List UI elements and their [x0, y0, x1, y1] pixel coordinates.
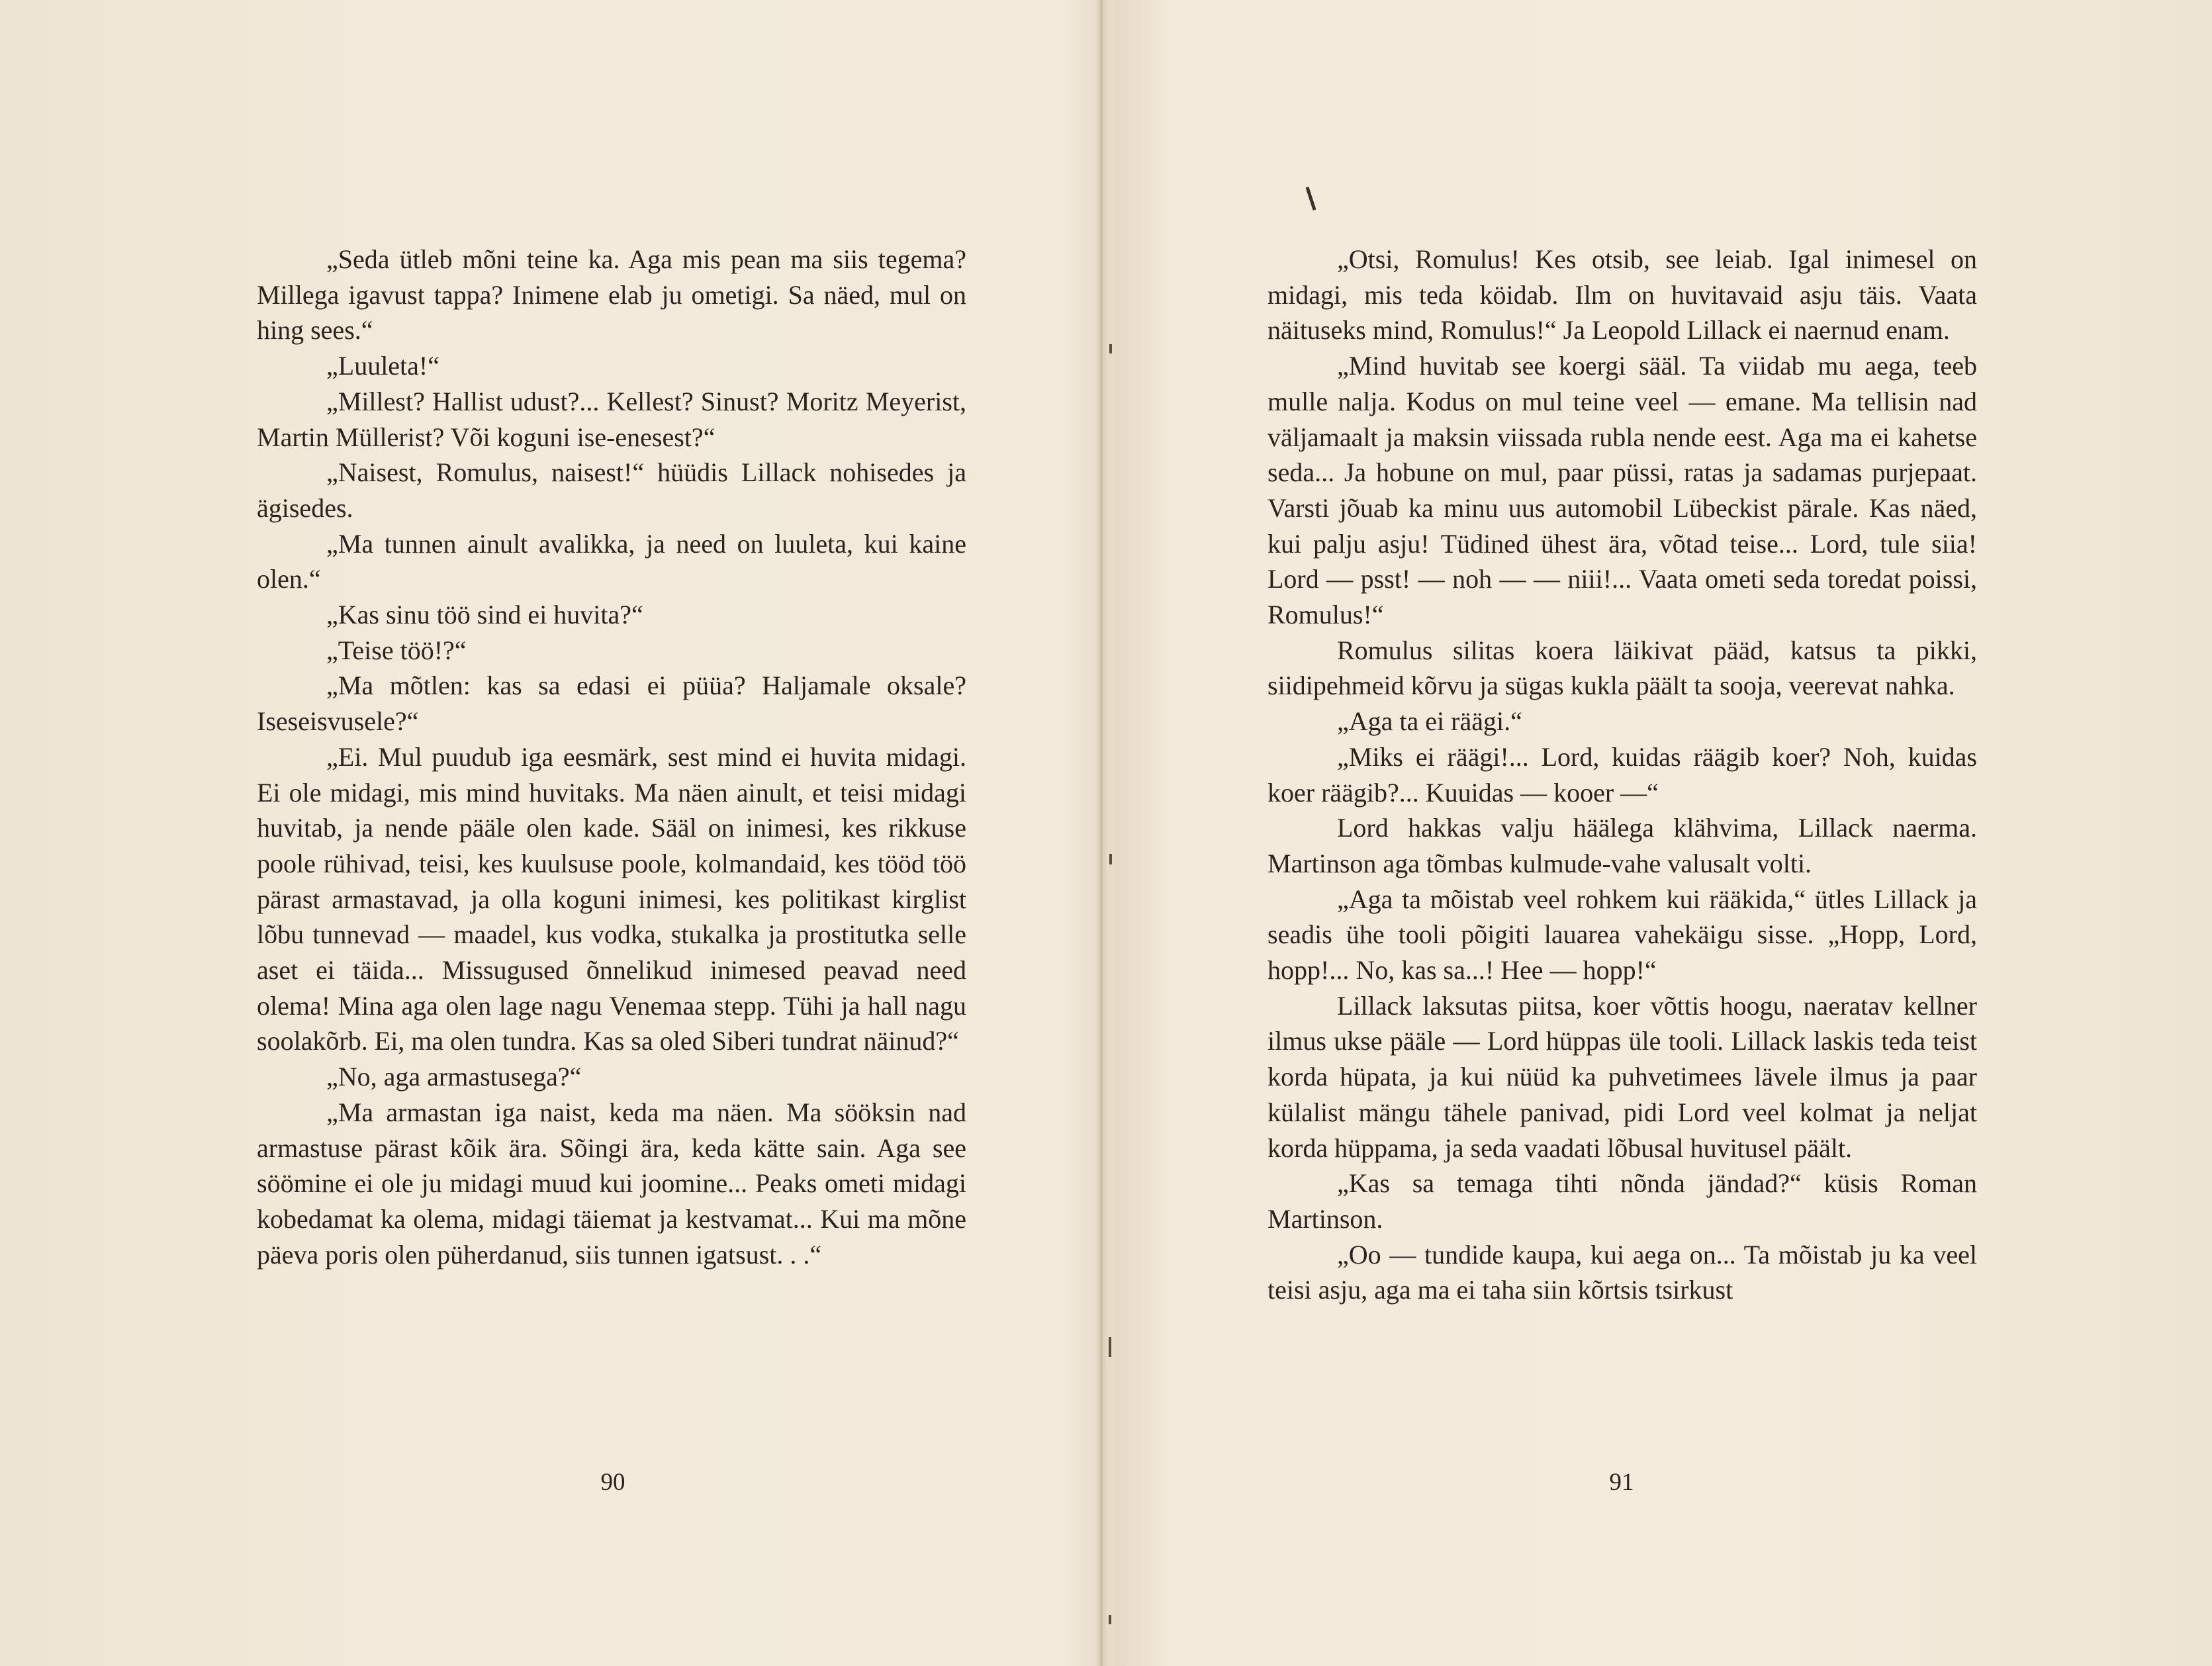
paragraph: „Naisest, Romulus, naisest!“ hüüdis Lillack nohisedes ja ägisedes.	[257, 457, 966, 523]
paper-edge-mark	[1109, 1615, 1111, 1624]
paragraph: Romulus silitas koera läikivat pääd, katsus ta pikki, siidipehmeid kõrvu ja sügas kukla päält ta sooja, veerevat nahka.	[1267, 635, 1977, 701]
paragraph: „Oo — tundide kaupa, kui aega on... Ta mõistab ju ka veel teisi asju, aga ma ei taha siin kõrtsis tsirkust	[1267, 1239, 1977, 1305]
right-page-text	[1267, 242, 1977, 1308]
paper-edge-mark	[1109, 344, 1112, 353]
paragraph: Lillack laksutas piitsa, koer võttis hoogu, naeratav kellner ilmus ukse pääle — Lord hüppas üle tooli. Lillack laskis teda teist korda hüpata, ja kui nüüd ka puhvetimees lävele ilmus ja paar külalist mängu tähele panivad, pidi Lord veel kolmat ja neljat korda hüppama, ja seda vaadati lõbusal huvitusel päält.	[1267, 990, 1977, 1163]
paragraph: „Ma mõtlen: kas sa edasi ei püüa? Haljamale oksale? Iseseisvusele?“	[257, 671, 966, 737]
paragraph: „Millest? Hallist udust?... Kellest? Sinust? Moritz Meyerist, Martin Müllerist? Või koguni ise-enesest?“	[257, 386, 966, 452]
paragraph: Lord hakkas valju häälega klähvima, Lillack naerma. Martinson aga tõmbas kulmude-vahe valusalt volti.	[1267, 813, 1977, 878]
paper-edge-mark	[1109, 1337, 1111, 1357]
page-number: 91	[1609, 1469, 1634, 1496]
ink-mark	[1306, 187, 1316, 210]
paragraph: „Ma tunnen ainult avalikka, ja need on luuleta, kui kaine olen.“	[257, 528, 966, 594]
paragraph: „Mind huvitab see koergi sääl. Ta viidab mu aega, teeb mulle nalja. Kodus on mul teine veel — emane. Ma tellisin nad väljamaalt ja maksin viissada rubla nende eest. Aga ma ei kahetse seda... Ja hobune on mul, paar püssi, ratas ja sadamas purjepaat. Varsti jõuab ka minu uus automobil Lübeckist pärale. Kas näed, kui palju asju! Tüdined ühest ära, võtad teise... Lord, tule siia! Lord — psst! — noh — — niii!... Vaata ometi seda toredat poissi, Romulus!“	[1267, 351, 1977, 630]
paragraph: „Seda ütleb mõni teine ka. Aga mis pean ma siis tegema? Millega igavust tappa? Inimene elab ju ometigi. Sa näed, mul on hing sees.“	[257, 244, 966, 346]
paragraph: „Kas sa temaga tihti nõnda jändad?“ küsis Roman Martinson.	[1267, 1168, 1977, 1234]
paragraph: „Aga ta mõistab veel rohkem kui rääkida,“ ütles Lillack ja seadis ühe tooli põigiti lauarea vahekäigu sisse. „Hopp, Lord, hopp!... No, kas sa...! Hee — hopp!“	[1267, 884, 1977, 986]
paragraph: „Ei. Mul puudub iga eesmärk, sest mind ei huvita midagi. Ei ole midagi, mis mind huvitaks. Ma näen ainult, et teisi midagi huvitab, ja nende pääle olen kade. Sääl on inimesi, kes rikkuse poole rühivad, teisi, kes kuulsuse poole, kolmandaid, kes tööd töö pärast armastavad, ja olla koguni inimesi, kes politikast kirglist lõbu tunnevad — maadel, kus vodka, stukalka ja prostitutka selle aset ei täida... Missugused õnnelikud inimesed peavad need olema! Mina aga olen lage nagu Venemaa stepp. Tühi ja hall nagu soolakõrb. Ei, ma olen tundra. Kas sa oled Siberi tundrat näinud?“	[257, 741, 966, 1056]
paragraph: „Kas sinu töö sind ei huvita?“	[326, 600, 643, 630]
paragraph: „Otsi, Romulus! Kes otsib, see leiab. Igal inimesel on midagi, mis teda köidab. Ilm on huvitavaid asju täis. Vaata näituseks mind, Romulus!“ Ja Leopold Lillack ei naernud enam.	[1267, 244, 1977, 346]
book-gutter	[1095, 0, 1107, 1666]
paragraph: „Teise töö!?“	[326, 635, 467, 665]
paragraph: „Miks ei räägi!... Lord, kuidas räägib koer? Noh, kuidas koer räägib?... Kuuidas — kooer —“	[1267, 741, 1977, 808]
page-number: 90	[600, 1469, 625, 1496]
paragraph: „Ma armastan iga naist, keda ma näen. Ma sööksin nad armastuse pärast kõik ära. Sõingi ära, keda kätte sain. Aga see söömine ei ole ju midagi muud kui joomine... Peaks ometi midagi kobedamat ka olema, midagi täiemat ja kestvamat... Kui ma mõne päeva poris olen püherdanud, siis tunnen igatsust. . .“	[257, 1097, 966, 1270]
paragraph: „No, aga armastusega?“	[326, 1062, 582, 1092]
paper-edge-mark	[1109, 854, 1112, 864]
left-page-text	[257, 242, 966, 1272]
paragraph: „Luuleta!“	[326, 351, 439, 381]
paragraph: „Aga ta ei räägi.“	[1337, 706, 1522, 737]
